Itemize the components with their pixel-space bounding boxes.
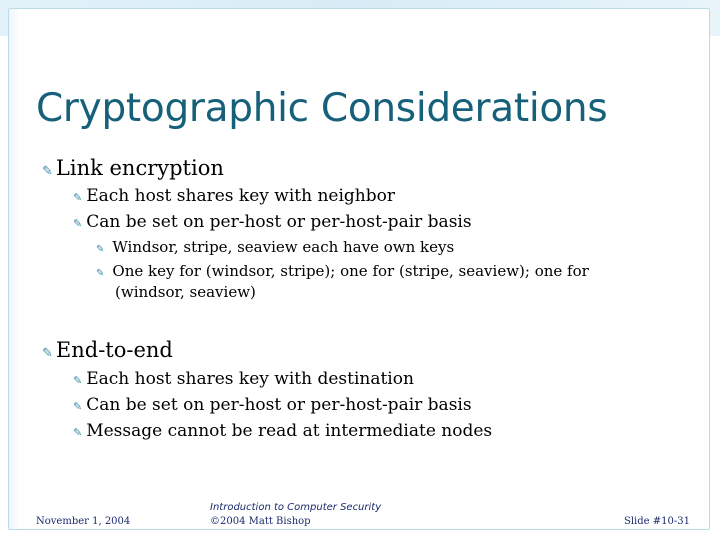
bullet-each-host-destination	[73, 369, 414, 389]
bullet-label: End-to-end	[55, 338, 173, 362]
footer-center	[210, 501, 381, 529]
bullet-swoosh-icon: ✎	[73, 374, 83, 387]
footer-copyright: ©2004 Matt Bishop	[210, 516, 311, 527]
slide-title: Cryptographic Considerations	[36, 86, 608, 131]
bullet-label: Can be set on per-host or per-host-pair basis	[86, 395, 472, 415]
bullet-per-host-basis-2	[73, 395, 472, 415]
bullet-swoosh-icon: ✎	[73, 400, 83, 413]
bullet-label: Message cannot be read at intermediate nodes	[86, 421, 493, 441]
bullet-label: Link encryption	[55, 156, 224, 180]
footer-date: November 1, 2004	[36, 516, 131, 527]
bullet-label: One key for (windsor, stripe); one for (stripe, seaview); one for	[112, 262, 589, 280]
bullet-intermediate-nodes	[73, 421, 492, 441]
bullet-swoosh-icon: ✎	[73, 217, 83, 230]
bullet-swoosh-icon: ✎	[42, 346, 53, 361]
bullet-swoosh-icon: ✎	[73, 426, 83, 439]
bullet-each-host-neighbor	[73, 186, 395, 206]
footer-course: Introduction to Computer Security	[210, 502, 382, 513]
bullet-end-to-end	[42, 338, 173, 362]
bullet-swoosh-icon: ✎	[42, 164, 53, 179]
bullet-own-keys	[96, 238, 454, 256]
bullet-per-host-basis	[73, 212, 472, 232]
footer-slide-number: Slide #10-31	[624, 516, 690, 527]
bullet-link-encryption	[42, 156, 224, 180]
bullet-label: Can be set on per-host or per-host-pair basis	[86, 212, 472, 232]
bullet-swoosh-icon: ✎	[73, 191, 83, 204]
bullet-label: Each host shares key with neighbor	[86, 186, 395, 206]
bullet-swoosh-icon: ✎	[96, 244, 105, 255]
left-shade	[9, 9, 21, 529]
bullet-label: Windsor, stripe, seaview each have own keys	[112, 238, 455, 256]
bullet-swoosh-icon: ✎	[96, 268, 105, 279]
bullet-continuation: (windsor, seaview)	[115, 283, 256, 301]
bullet-one-key-each	[96, 262, 589, 280]
bullet-label: Each host shares key with destination	[86, 369, 414, 389]
